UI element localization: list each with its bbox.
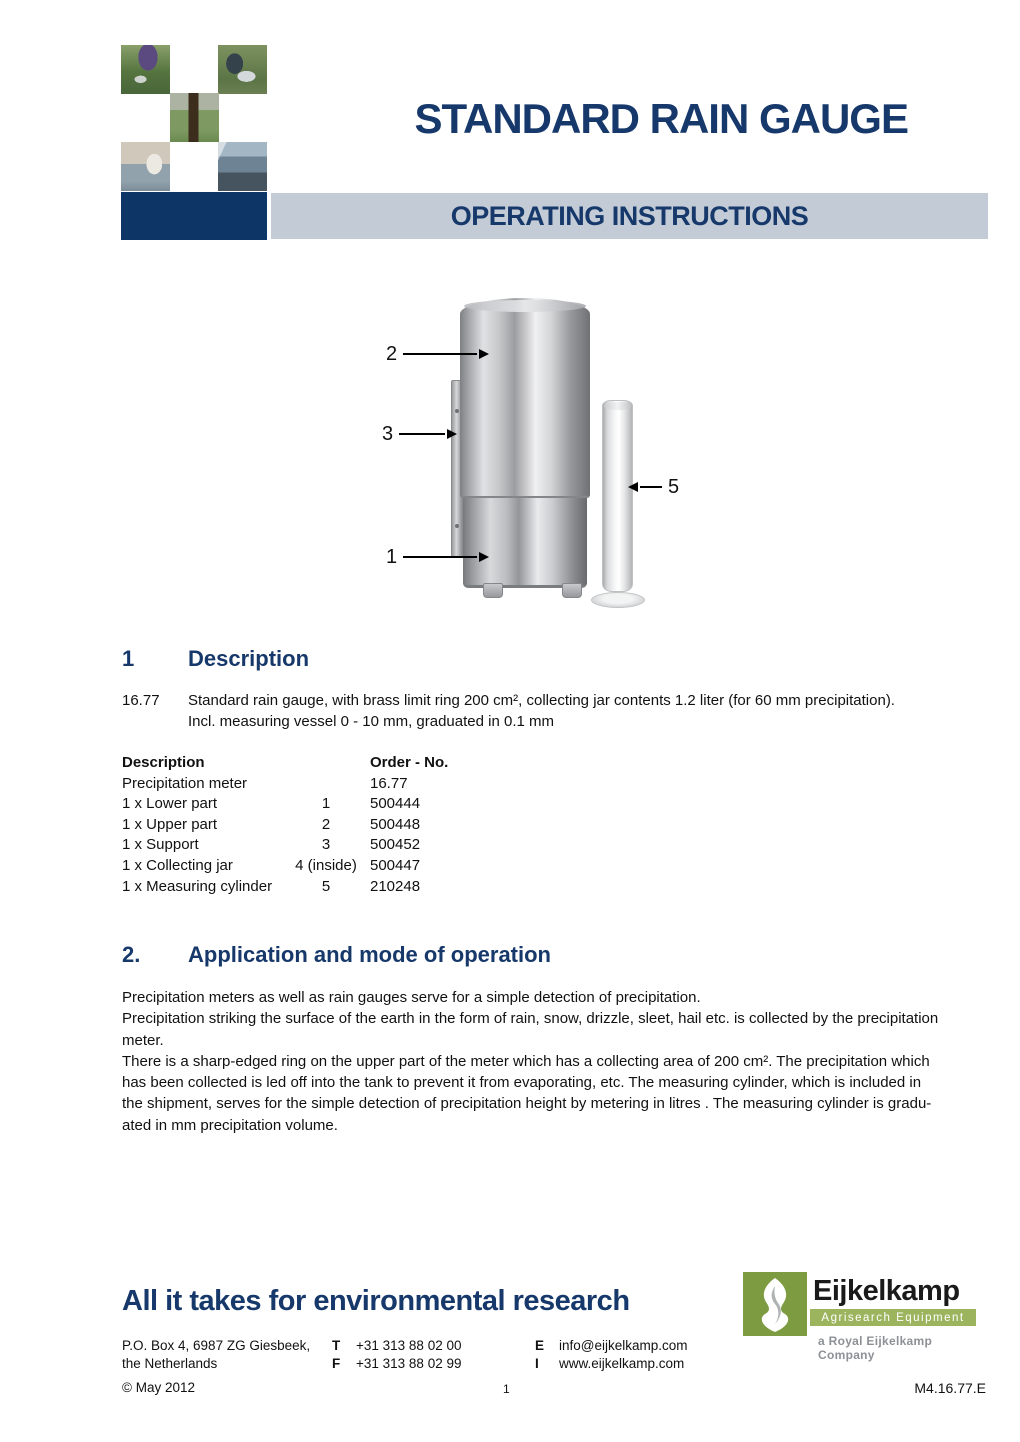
paragraph-line: has been collected is led off into the tank to prevent it from evaporating, etc. The measuring cylinder, which is included in: [122, 1074, 922, 1092]
email-web-block: [535, 1337, 688, 1373]
callout-number: 3: [382, 423, 394, 445]
part-order-no: 500448: [370, 815, 421, 833]
section-number: 1: [122, 646, 135, 671]
arrow-line: [640, 486, 662, 488]
part-ref: 2: [321, 815, 331, 833]
paragraph-line: meter.: [122, 1031, 164, 1049]
collage-photo-field-sampling: [121, 45, 170, 94]
part-description: 1 x Collecting jar: [122, 856, 233, 874]
address-line: the Netherlands: [122, 1356, 218, 1371]
fax-row: [332, 1355, 461, 1373]
section-1-heading: [122, 646, 309, 672]
arrow-right-icon: [447, 429, 457, 439]
web-row: [535, 1355, 688, 1373]
arrow-line: [403, 556, 477, 558]
col-header-ref: [284, 753, 368, 774]
part-ref: [284, 774, 368, 795]
section-title: Description: [188, 646, 310, 671]
paragraph-line: Precipitation meters as well as rain gauges serve for a simple detection of precipitation.: [122, 989, 701, 1006]
part-order-no: 500444: [370, 795, 421, 813]
phone-label: T: [332, 1338, 341, 1353]
part-description: 1 x Measuring cylinder: [122, 877, 273, 895]
arrow-line: [403, 353, 477, 355]
collage-photo-lab: [121, 142, 170, 191]
copyright: © May 2012: [122, 1380, 195, 1395]
table-row: [122, 856, 448, 877]
callout-number: 1: [386, 546, 398, 568]
part-ref: 5: [321, 877, 331, 895]
address-line: P.O. Box 4, 6987 ZG Giesbeek,: [122, 1338, 311, 1353]
rain-gauge-figure: [440, 285, 690, 625]
part-description: 1 x Upper part: [122, 815, 218, 833]
part-order-no: 500447: [370, 856, 421, 874]
paragraph-line: ated in mm precipitation volume.: [122, 1116, 338, 1134]
part-description: Precipitation meter: [122, 774, 248, 792]
col-header-order-no: Order - No.: [370, 754, 449, 771]
section-number: 2.: [122, 942, 141, 967]
banner-title: OPERATING INSTRUCTIONS: [450, 200, 809, 231]
company-tagline: All it takes for environmental research: [122, 1285, 630, 1317]
page-title: STANDARD RAIN GAUGE: [414, 95, 908, 142]
measuring-cylinder-base-graphic: [591, 592, 645, 608]
arrow-left-icon: [628, 482, 638, 492]
paragraph-line: There is a sharp-edged ring on the upper part of the meter which has a collecting area of 200 cm². The precipitation which: [122, 1052, 930, 1070]
application-paragraph: [122, 987, 994, 1136]
paragraph-line: Precipitation striking the surface of the earth in the form of rain, snow, drizzle, sleet, hail etc. is collected by the precipitation: [122, 1010, 939, 1028]
table-row: [122, 877, 448, 898]
callout-lower-part: [386, 546, 489, 568]
table-row: [122, 774, 448, 795]
phone-fax-block: [332, 1337, 461, 1373]
callout-upper-part: [386, 343, 489, 365]
lower-part-graphic: [463, 496, 587, 588]
arrow-line: [399, 433, 445, 435]
callout-measuring-cylinder: [628, 476, 679, 498]
collage-photo-instrument: [218, 45, 267, 94]
table-row: [122, 815, 448, 836]
gauge-foot-graphic: [562, 583, 582, 598]
web-address: www.eijkelkamp.com: [559, 1356, 685, 1371]
logo-company-tagline: a Royal Eijkelkamp Company: [818, 1334, 933, 1362]
address-block: [122, 1337, 310, 1373]
paragraph-line: the shipment, serves for the simple detection of precipitation height by metering in litres . The measuring cylinder is gradu-: [122, 1095, 932, 1113]
section-2-heading: [122, 942, 551, 968]
table-row: [122, 835, 448, 856]
callout-number: 5: [668, 476, 680, 498]
parts-table: [122, 753, 448, 897]
logo-subtitle-band: Agrisearch Equipment: [810, 1309, 976, 1326]
part-order-no: 500452: [370, 836, 421, 854]
section-title: Application and mode of operation: [188, 942, 551, 967]
banner: [271, 193, 988, 239]
item-description: [122, 690, 895, 732]
eijkelkamp-logo: [743, 1272, 988, 1362]
fax-label: F: [332, 1356, 341, 1371]
parts-table-header: [122, 753, 448, 774]
part-order-no: 16.77: [370, 774, 408, 792]
collage-photo-soil-core: [170, 93, 219, 142]
collage-photo-flume: [218, 142, 267, 191]
item-description-line: Standard rain gauge, with brass limit ring 200 cm², collecting jar contents 1.2 liter (for 60 mm precipitation).: [188, 692, 895, 709]
gauge-foot-graphic: [483, 583, 503, 598]
part-ref: 3: [321, 836, 331, 854]
item-description-line: Incl. measuring vessel 0 - 10 mm, graduated in 0.1 mm: [188, 713, 554, 730]
fax-number: +31 313 88 02 99: [356, 1356, 462, 1371]
callout-number: 2: [386, 343, 398, 365]
banner-navy-block: [121, 192, 267, 240]
email-address: info@eijkelkamp.com: [559, 1338, 688, 1353]
item-code: 16.77: [122, 692, 160, 709]
callout-support: [382, 423, 457, 445]
item-description-text: [188, 690, 895, 732]
table-row: [122, 794, 448, 815]
part-description: 1 x Lower part: [122, 795, 218, 813]
arrow-right-icon: [479, 349, 489, 359]
part-description: 1 x Support: [122, 836, 199, 854]
phone-number: +31 313 88 02 00: [356, 1338, 462, 1353]
email-label: E: [535, 1338, 545, 1353]
page-number: 1: [503, 1382, 510, 1396]
logo-wordmark: Eijkelkamp: [813, 1275, 960, 1307]
phone-row: [332, 1337, 461, 1355]
col-header-description: Description: [122, 754, 205, 771]
web-label: I: [535, 1356, 539, 1371]
eijkelkamp-auger-icon: [743, 1272, 807, 1336]
part-ref: 1: [321, 795, 331, 813]
part-order-no: 210248: [370, 877, 421, 895]
arrow-right-icon: [479, 552, 489, 562]
upper-part-graphic: [460, 298, 590, 498]
email-row: [535, 1337, 688, 1355]
document-code: M4.16.77.E: [914, 1380, 986, 1396]
part-ref: 4 (inside): [295, 856, 357, 874]
